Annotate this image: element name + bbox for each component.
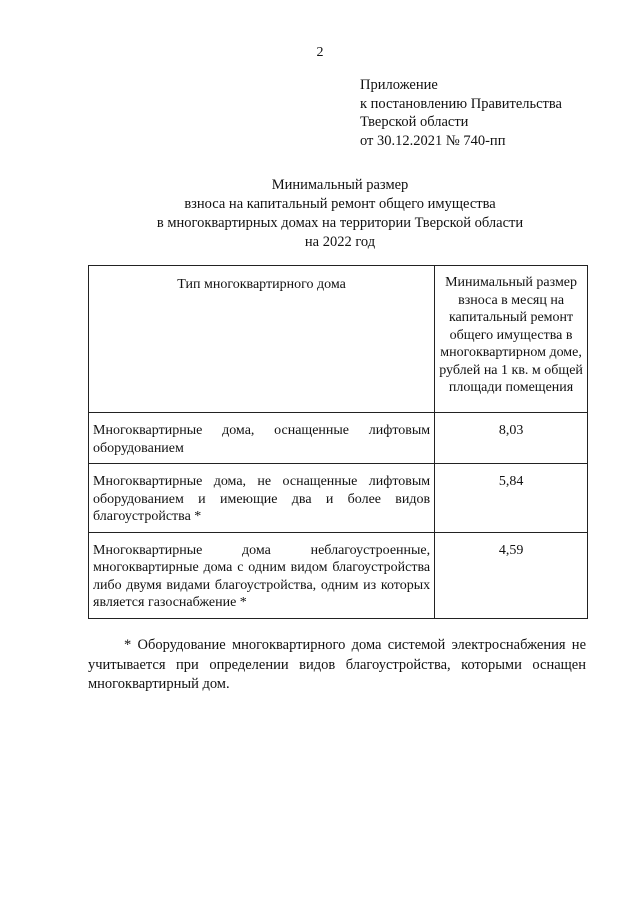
header-min-rate: Минимальный размер взноса в месяц на капитальный ремонт общего имущества в многоквартирном доме, рублей на 1 кв. м общей площади помещения	[435, 266, 588, 413]
rates-table	[88, 265, 588, 619]
appendix-resolution: к постановлению Правительства	[360, 95, 562, 112]
footnote: * Оборудование многоквартирного дома системой электроснабжения не учитывается при определении видов благоустройства, которыми оснащен многоквартирный дом.	[88, 637, 586, 692]
appendix-date-number: от 30.12.2021 № 740-пп	[360, 132, 506, 149]
house-type-cell: Многоквартирные дома неблагоустроенные, многоквартирные дома с одним видом благоустройства либо двумя видами благоустройства, одним из которых является газоснабжение *	[89, 532, 435, 618]
title-line-2: взноса на капитальный ремонт общего имущества	[184, 196, 496, 212]
appendix-region: Тверской области	[360, 114, 469, 130]
appendix-label: Приложение	[360, 77, 438, 93]
table-row	[89, 464, 588, 533]
appendix-header	[360, 76, 620, 150]
table-row	[89, 532, 588, 618]
table-header-row	[89, 266, 588, 413]
title-line-4: на 2022 год	[304, 234, 376, 250]
page-number: 2	[316, 45, 324, 60]
house-type-cell: Многоквартирные дома, оснащенные лифтовым оборудованием	[89, 413, 435, 464]
rate-cell: 5,84	[435, 464, 588, 533]
title-line-3: в многоквартирных домах на территории Тверской области	[156, 215, 524, 231]
title-line-1: Минимальный размер	[271, 177, 409, 193]
rate-cell: 4,59	[435, 532, 588, 618]
table-row	[89, 413, 588, 464]
header-house-type: Тип многоквартирного дома	[89, 266, 435, 413]
document-title	[60, 176, 620, 252]
house-type-cell: Многоквартирные дома, не оснащенные лифтовым оборудованием и имеющие два и более видов благоустройства *	[89, 464, 435, 533]
rate-cell: 8,03	[435, 413, 588, 464]
